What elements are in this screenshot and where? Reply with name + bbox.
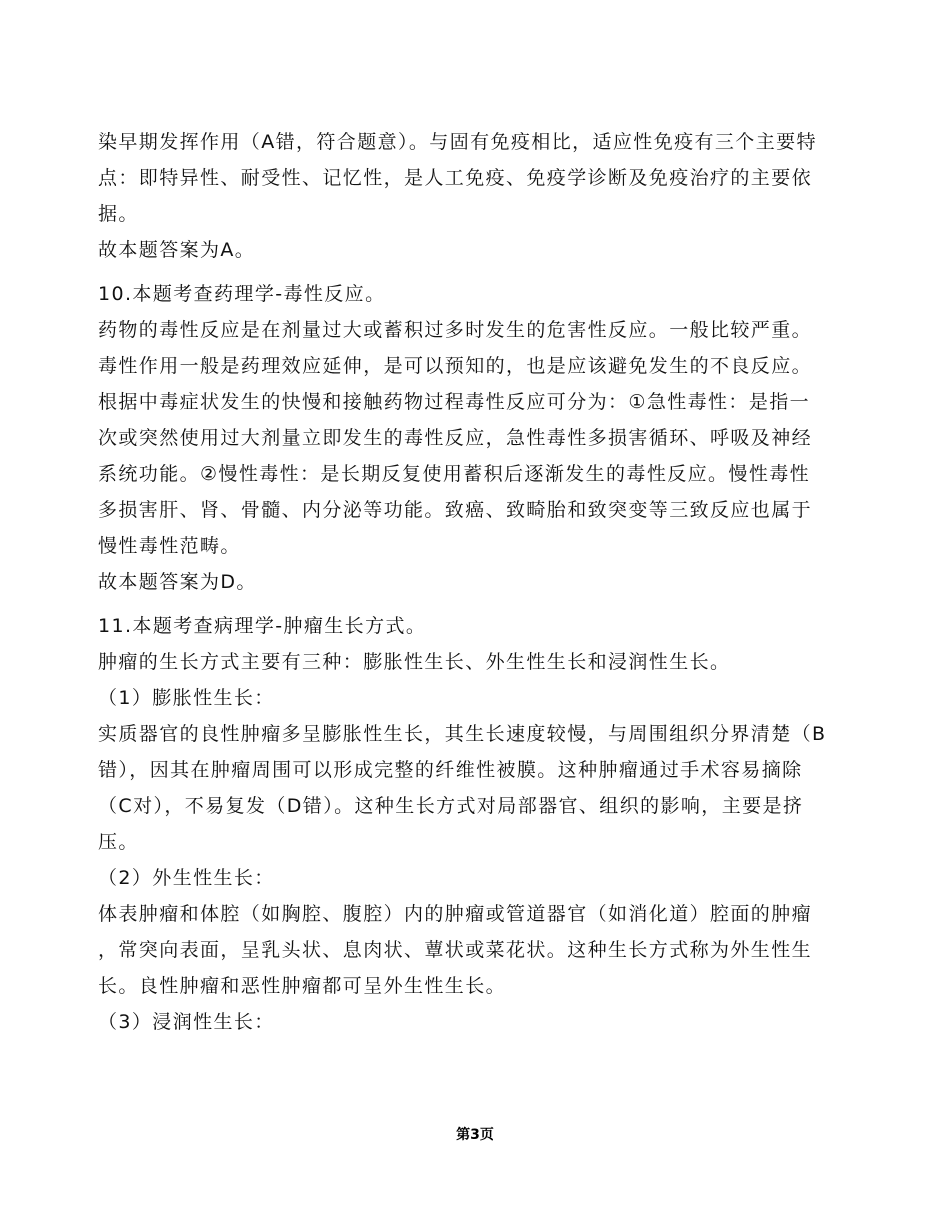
- paragraph-gap: [98, 600, 868, 608]
- text-line: 实质器官的良性肿瘤多呈膨胀性生长，其生长速度较慢，与周围组织分界清楚（B: [98, 723, 827, 745]
- text-line: 据。: [98, 203, 139, 225]
- text-line: 药物的毒性反应是在剂量过大或蓄积过多时发生的危害性反应。一般比较严重。: [98, 319, 813, 341]
- text-line: （C对），不易复发（D错）。这种生长方式对局部器官、组织的影响，主要是挤: [98, 795, 804, 817]
- text-line: 长。良性肿瘤和恶性肿瘤都可呈外生性生长。: [98, 975, 507, 997]
- document-body: [98, 124, 868, 1040]
- text-line: ，常突向表面，呈乳头状、息肉状、蕈状或菜花状。这种生长方式称为外生性生: [98, 939, 813, 961]
- answer-line: 故本题答案为A。: [98, 239, 256, 261]
- question-heading: 11.本题考查病理学-肿瘤生长方式。: [98, 615, 427, 637]
- question-heading: 10.本题考查药理学-毒性反应。: [98, 283, 386, 305]
- paragraph-gap: [98, 268, 868, 276]
- subheading-line: （3）浸润性生长：: [98, 1011, 275, 1033]
- text-line: 慢性毒性范畴。: [98, 535, 241, 557]
- text-line: 毒性作用一般是药理效应延伸，是可以预知的，也是应该避免发生的不良反应。: [98, 355, 813, 377]
- text-line: 多损害肝、肾、骨髓、内分泌等功能。致癌、致畸胎和致突变等三致反应也属于: [98, 499, 813, 521]
- text-line: 根据中毒症状发生的快慢和接触药物过程毒性反应可分为：①急性毒性：是指一: [98, 391, 811, 413]
- text-line: 肿瘤的生长方式主要有三种：膨胀性生长、外生性生长和浸润性生长。: [98, 651, 731, 673]
- answer-line: 故本题答案为D。: [98, 571, 257, 593]
- text-line: 错），因其在肿瘤周围可以形成完整的纤维性被膜。这种肿瘤通过手术容易摘除: [98, 759, 803, 781]
- text-line: 系统功能。②慢性毒性：是长期反复使用蓄积后逐渐发生的毒性反应。慢性毒性: [98, 463, 811, 485]
- text-line: 点：即特异性、耐受性、记忆性，是人工免疫、免疫学诊断及免疫治疗的主要依: [98, 167, 813, 189]
- text-line: 次或突然使用过大剂量立即发生的毒性反应，急性毒性多损害循环、呼吸及神经: [98, 427, 813, 449]
- subheading-line: （1）膨胀性生长：: [98, 687, 275, 709]
- subheading-line: （2）外生性生长：: [98, 867, 275, 889]
- page-number: 第3页: [456, 1127, 494, 1143]
- text-line: 体表肿瘤和体腔（如胸腔、腹腔）内的肿瘤或管道器官（如消化道）腔面的肿瘤: [98, 903, 813, 925]
- text-line: 染早期发挥作用（A错，符合题意）。与固有免疫相比，适应性免疫有三个主要特: [98, 131, 817, 153]
- text-line: 压。: [98, 831, 139, 853]
